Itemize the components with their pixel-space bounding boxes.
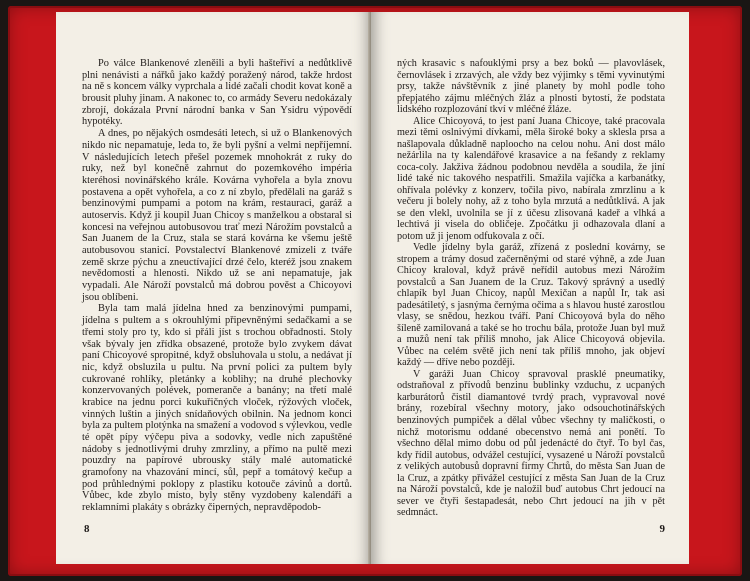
paragraph: Alice Chicoyová, to jest paní Juana Chicoye, také pracovala mezi těmi oslnivými dívkami, měla široké boky a sklesla prsa a našlapovala důkladně naploocho na celou nohu. Ani dost málo nežárlila na ty kalendářové krasavice a na fešandy z reklamy coca-coly. Jakživa žádnou podobnou nevděla a soudila, že jiní lidé také nic takového nespatřili. Smažila vajíčka a karbanátky, ohřívala polévky z konzerv, točila pivo, nabírala zmrzlinu a k večeru ji bolely nohy, až z toho byla mrzutá a nedůtklivá. A jak se den vlekl, uvolnila se jí z účesu zlisovaná kadeř a vlhká a lechtivá ji visela do obličeje. Zpočátku ji odhazovala dlaní a potom už ji jenom odfukovala z očí. xyxy=(397,115,665,242)
left-page xyxy=(56,12,371,564)
paragraph: Vedle jídelny byla garáž, zřízená z poslední kovárny, se stropem a trámy dosud začerněnými od staré výhně, a zde Juan Chicoy kraloval, když právě neřídil autobus mezi Nárožím povstalců a San Juanem de la Cruz. Takový správný a usedlý chlapík byl Juan Chicoy, napůl Mexičan a napůl Ir, tak asi padesátiletý, s jasnýma černýma očima a s hlavou husté zarostlou vlasy, se snědou, hezkou tváří. Paní Chicoyová byla do něho šíleně zamilovaná a také se ho trochu bála, protože Juan byl muž a mužů není tak příliš mnoho, jak Alice Chicoyová objevila. Vůbec na celém světě jich není tak příliš mnoho, jak objeví každý — dříve nebo později. xyxy=(397,242,665,369)
paragraph: A dnes, po nějakých osmdesáti letech, si už o Blankenových nikdo nic nepamatuje, leda to, že byli pyšní a velmi nepříjemní. V následujících letech přešel pozemek mnohokrát z ruky do ruky, než byl konečně zahrnut do pozemkového impéria kteréhosi novinářského krále. Kovárna vyhořela a byla znovu postavena a opět vyhořela, a co z ní zbylo, předělali na garáž s benzinovými pumpami a potom na krám, restauraci, garáž a autoservis. Když ji koupil Juan Chicoy s manželkou a obstaral si koncesi na veřejnou autobusovou trať mezi Nárožím povstalců a San Juanem de la Cruz, stala se stará kovárna ke všemu ještě autobusovou stanicí. Povstalectví Blankenové zmizeli z tváře země skrze pýchu a zneuctívající drzé čelo, kteréž jsou znakem nevědomosti a hlenosti. Nikdo už se ani nepamatuje, jak vypadali. Ale Nároží povstalců má dobrou pověst a Chicoyovi jsou oblíbeni. xyxy=(82,128,352,303)
left-page-text xyxy=(82,58,352,514)
right-page xyxy=(371,12,689,564)
paragraph: Byla tam malá jídelna hned za benzinovými pumpami, jídelna s pultem a s okrouhlými připevněnými sedačkami a se třemi stoly pro ty, kdo si přáli jíst s trochou obřadnosti. Stoly však bývaly jen zřídka obsazené, protože bylo zvykem dávat paní Chicoyové spropitné, když obsluhovala u stolu, a nedávat jí nic, když obsluzila u pultu. Na první polici za pultem byly cukrované rohlíky, pletánky a koblihy; na druhé plechovky konzervovaných polévek, pomeranče a banány; na třetí malé krabice na jednu porci kukuřičných vloček, rýžových vloček, vinných luštin a jiných snídaňových obilnin. Na jednom konci byla za pultem plotýnka na smažení a vodovod s výlevkou, vedle té opět pípy výčepu piva a sodovky, vedle nich zapuštěné nádoby s jednotlivými druhy zmrzliny, a přímo na pultě mezi pouzdry na papírové ubrousky stály malé automatické gramofony na vhazování mincí, sůl, pepř a tomátový kečup a pod průhlednými poklopy z plastiku kotouče závinů a dortů. Vůbec, kde zbylo místo, byly stěny vyzdobeny kalendáři a reklamními plakáty s obrázky čiperných, nepravděpodob- xyxy=(82,303,352,514)
page-number: 8 xyxy=(84,523,90,535)
paragraph: Po válce Blankenové zleněili a byli hašteřiví a nedůtklivě plni nenávisti a nářků jako každý poražený národ, takže hrdost na ně s koncem války vyprchala a lidé začali chodit kovat koně a brousit pluhy jinam. A nakonec to, co armády Severu nedokázaly zbrojí, dokázala První národní banka v San Ysidru výpovědí hypotéky. xyxy=(82,58,352,128)
paragraph: V garáži Juan Chicoy spravoval prasklé pneumatiky, odstraňoval z přívodů benzinu bublinky vzduchu, z ucpaných karburátorů čistil diamantové tvrdý prach, vypravoval nové brány, rozebíral všechny motory, jako odsouchotinářských benzinových pumpiček a dělal vůbec všechny ty maličkosti, o nichž motorismu oddané obecenstvo nemá ani ponětí. To všechno dělal mimo dobu od půl jedenácté do čtyř. To byl čas, kdy řídil autobus, odvážel cestující, vysazené u Nároží povstalců z velikých autobusů dopravní firmy Chrtů, do města San Juan de la Cruz, a zpátky přivážel cestující z města San Juan de la Cruz na Nároží povstalců, kde je naložil buď autobus Chrt jedoucí na sever ve čtyři šestapadesát, nebo Chrt jedoucí na jih v pět sedmnáct. xyxy=(397,368,665,519)
page-number: 9 xyxy=(659,523,665,535)
right-page-text xyxy=(397,58,665,519)
paragraph-continuation: ných krasavic s nafouklými prsy a bez boků — plavovlásek, černovlásek i zrzavých, ale vždy bez výjimky s těmi vyvinutými prsy, takže návštěvník z jiné planety by mohl podle toho přepjatého zájmu mléčných žláz a plnosti bytostí, že podstata lidského rozplozování tkví v mléčné žláze. xyxy=(397,58,665,116)
